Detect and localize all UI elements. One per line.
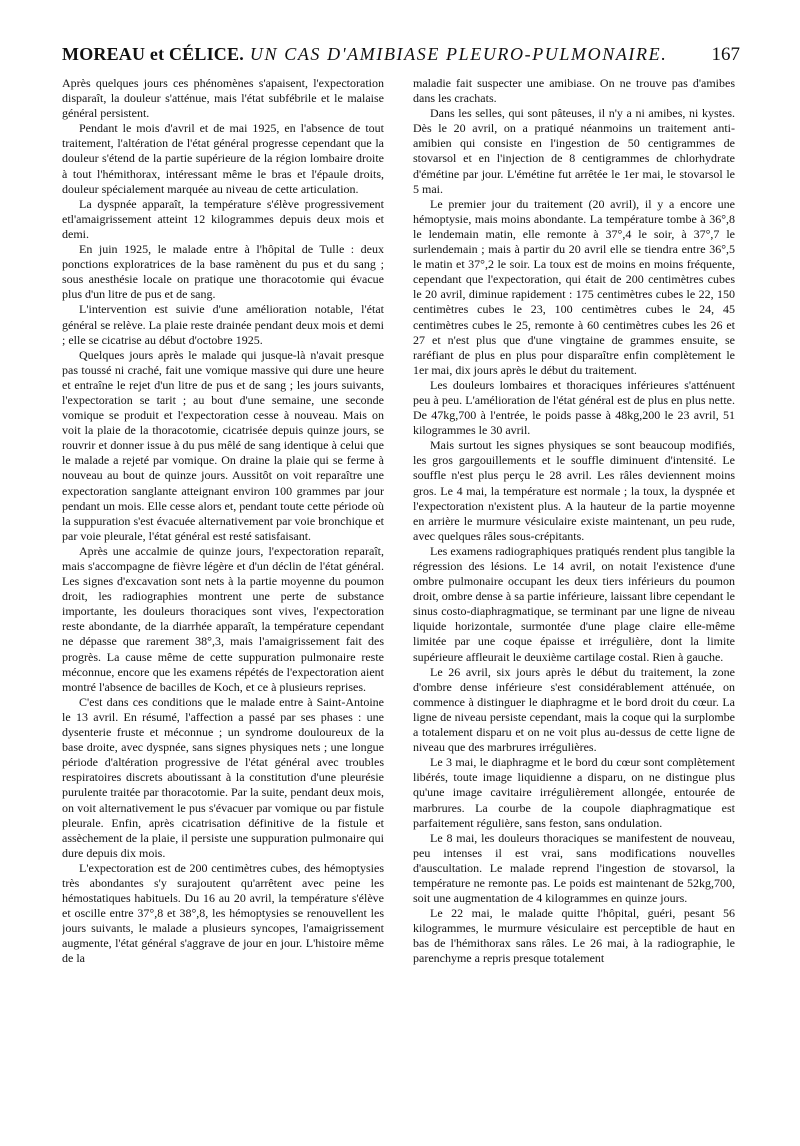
paragraph: Après quelques jours ces phénomènes s'apaisent, l'expectoration disparaît, la douleur s'atténue, mais l'état subfébrile et le malaise général persistent. — [62, 76, 384, 121]
paragraph: Le 8 mai, les douleurs thoraciques se manifestent de nouveau, peu intenses il est vrai, sans modifications nouvelles d'auscultation. Le malade reprend l'ingestion de stovarsol, la température ne remonte pas. Le poids est maintenant de 52kg,700, soit une augmentation de 4 kilogrammes en quinze jours. — [413, 830, 735, 906]
paragraph: Le 3 mai, le diaphragme et le bord du cœur sont complètement libérés, toute image liquidienne a disparu, on ne distingue plus qu'une image cavitaire irrégulièrement allongée, entourée de marbrures. La courbe de la coupole diaphragmatique est parfaitement régulière, sans feston, sans ondulation. — [413, 755, 735, 830]
paragraph: Dans les selles, qui sont pâteuses, il n'y a ni amibes, ni kystes. Dès le 20 avril, on a pratiqué néanmoins un traitement anti-amibien qui consiste en l'ingestion de 50 centigrammes de stovarsol et en l'injection de 8 centigrammes de chlorhydrate d'émétine par jour. L'émétine fut arrêtée le 1er mai, le stovarsol le 5 mai. — [413, 106, 735, 196]
header-running-title: UN CAS D'AMIBIASE PLEURO-PULMONAIRE. — [249, 44, 668, 64]
left-column — [62, 76, 384, 1136]
paragraph: Le 22 mai, le malade quitte l'hôpital, guéri, pesant 56 kilogrammes, le murmure vésiculaire est perceptible de haut en bas de l'hémithorax sans râles. Le 26 mai, à la radiographie, le parenchyme a repris presque totalement — [413, 906, 735, 966]
paragraph: L'intervention est suivie d'une amélioration notable, l'état général se relève. La plaie reste drainée pendant deux mois et demi ; elle se cicatrise au début d'octobre 1925. — [62, 302, 384, 347]
paragraph: maladie fait suspecter une amibiase. On ne trouve pas d'amibes dans les crachats. — [413, 76, 735, 106]
paragraph: Pendant le mois d'avril et de mai 1925, en l'absence de tout traitement, l'altération de l'état général progresse cependant que la douleur s'étend de la partie supérieure de la région lombaire droite à tout l'hémithorax, intéressant même le bras et l'épaule droits, douleur spécialement marquée au niveau de cette articulation. — [62, 121, 384, 196]
paragraph: Les douleurs lombaires et thoraciques inférieures s'atténuent peu à peu. L'amélioration de l'état général est de plus en plus nette. De 47kg,700 à l'entrée, le poids passe à 48kg,200 le 23 avril, 51 kilogrammes le 30 avril. — [413, 377, 735, 438]
right-column — [413, 76, 735, 1136]
page-number: 167 — [711, 44, 740, 65]
paragraph: C'est dans ces conditions que le malade entre à Saint-Antoine le 13 avril. En résumé, l'affection a passé par ses phases : une dysenterie fruste et méconnue ; un syndrome douloureux de la base droite, avec dyspnée, sans signes physiques nets ; une longue période d'altération progressive de l'état général avec troubles respiratoires discrets aboutissant à la constitution d'une pleurésie purulente traitée par thoracotomie. Par la suite, pendant deux mois, on voit alternativement le pus s'évacuer par vomique ou par fistule pleurale. Enfin, après cicatrisation définitive de la fistule et assèchement de la plaie, il persiste une suppuration pulmonaire qui dure depuis dix mois. — [62, 694, 384, 860]
paragraph: Le 26 avril, six jours après le début du traitement, la zone d'ombre dense inférieure s'est considérablement atténuée, on commence à distinguer le diaphragme et le bord droit du cœur. La ligne de niveau persiste cependant, mais la coque qui la surplombe a totalement disparu et on ne voit plus au-dessus de cette ligne de niveau que des marbrures irrégulières. — [413, 664, 735, 755]
paragraph: Le premier jour du traitement (20 avril), il y a encore une hémoptysie, mais moins abondante. La température tombe à 36°,8 le lendemain matin, elle remonte à 37°,4 le soir, à 37°,7 le surlendemain ; mais à partir du 20 avril elle se tiendra entre 36°,5 le matin et 37°,2 le soir. La toux est de moins en moins fréquente, cependant que l'expectoration, qui était de 200 centimètres cubes le 20 avril, diminue rapidement : 175 centimètres cubes le 22, 150 centimètres cubes le 23, 100 centimètres cubes le 24, 45 centimètres cubes le 25, remonte à 60 centimètres cubes les 26 et 27 et n'est plus que d'une vingtaine de grammes ensuite, se raréfiant de plus en plus pour disparaître enfin complètement le 1er mai, dix jours après le début du traitement. — [413, 196, 735, 377]
paragraph: La dyspnée apparaît, la température s'élève progressivement etl'amaigrissement atteint 12 kilogrammes depuis deux mois et demi. — [62, 196, 384, 241]
header-authors: MOREAU et CÉLICE. — [62, 44, 244, 64]
paragraph: En juin 1925, le malade entre à l'hôpital de Tulle : deux ponctions exploratrices de la base ramènent du pus et du sang ; sous anesthésie locale on pratique une thoracotomie qui évacue plus d'un litre de pus et de sang. — [62, 242, 384, 302]
paragraph: Quelques jours après le malade qui jusque-là n'avait presque pas toussé ni craché, fait une vomique massive qui dure une heure et entraîne le rejet d'un litre de pus et de sang ; les jours suivants, l'expectoration se tarit ; au bout d'une semaine, une seconde vomique se produit et l'expectoration cesse à nouveau. Mais on voit la plaie de la thoracotomie, cicatrisée depuis quinze jours, se rouvrir et donner issue à du pus mêlé de sang identique à celui que le malade a rejeté par vomique. On draine la plaie qui se ferme à nouveau au bout de quinze jours. Aussitôt on voit reparaître une expectoration sanglante atteignant environ 100 grammes par jour pendant un mois. Elle cesse alors et, pendant toute cette période où la suppuration s'est évacuée alternativement par voie bronchique et par voie pleurale, l'état général est resté satisfaisant. — [62, 347, 384, 543]
paragraph: Les examens radiographiques pratiqués rendent plus tangible la régression des lésions. Le 14 avril, on notait l'existence d'une ombre pulmonaire occupant les deux tiers inférieurs du poumon droit, ombre dense à sa partie inférieure, laissant libre cependant le sinus costo-diaphragmatique, se terminant par une ligne de niveau liquide horizontale, surmontée d'une plage claire elle-même limitée par une coque épaisse et irrégulière, dont la limite supérieure affleurait le deuxième cartilage costal. Rien à gauche. — [413, 543, 735, 664]
paragraph: Mais surtout les signes physiques se sont beaucoup modifiés, les gros gargouillements et le souffle diminuent d'intensité. Le souffle n'est plus perçu le 28 avril. Les râles deviennent moins gros. Le 4 mai, la température est normale ; la toux, la dyspnée et l'expectoration n'existent plus. A la hauteur de la partie moyenne en arrière le murmure vésiculaire existe maintenant, un peu rude, avec quelques râles sous-crépitants. — [413, 438, 735, 543]
running-header — [62, 44, 740, 72]
paragraph: L'expectoration est de 200 centimètres cubes, des hémoptysies très abondantes s'y surajoutent qu'arrêtent avec peine les hémostatiques habituels. Du 16 au 20 avril, la température s'élève et oscille entre 37°,8 et 38°,8, les hémoptysies se renouvellent les jours suivants, le malade a plusieurs syncopes, l'amaigrissement augmente, l'état général s'aggrave de jour en jour. L'histoire même de la — [62, 860, 384, 966]
paragraph: Après une accalmie de quinze jours, l'expectoration reparaît, mais s'accompagne de fièvre légère et d'un déclin de l'état général. Les signes d'excavation sont nets à la partie moyenne du poumon droit, les radiographies montrent une perte de substance importante, les douleurs thoraciques sont vives, l'expectoration reste abondante, de la diarrhée apparaît, la température cependant ne dépasse que rarement 38°,3, mais l'amaigrissement fait des progrès. La cause même de cette suppuration pulmonaire reste méconnue, encore que les examens répétés de l'expectoration aient montré l'absence de bacilles de Koch, et ce à plusieurs reprises. — [62, 543, 384, 694]
